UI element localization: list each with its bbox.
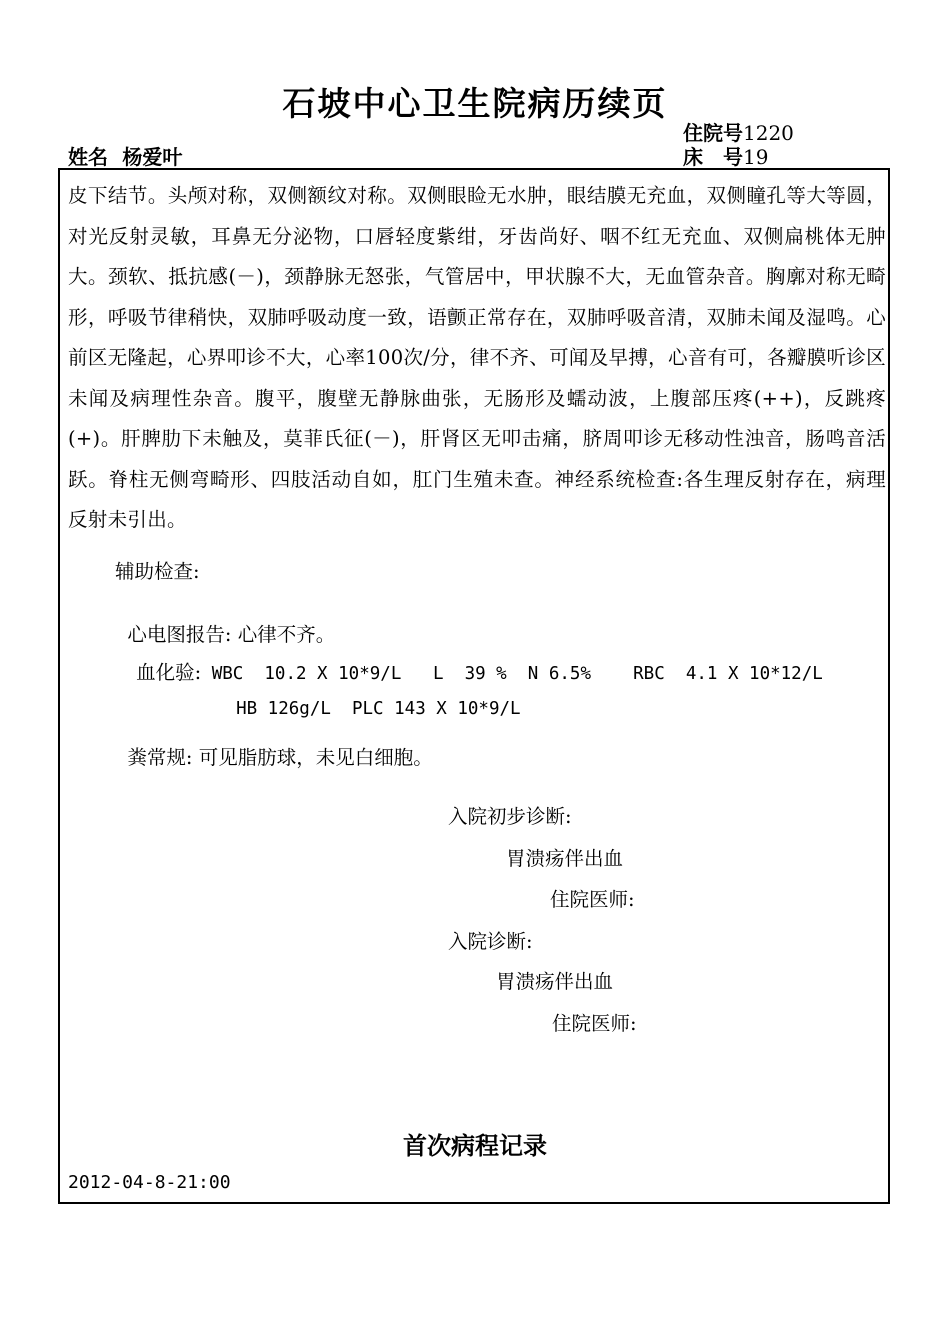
bed-number [683, 141, 768, 170]
stool-test-value: 可见脂肪球，未见白细胞。 [198, 746, 433, 769]
admission-diagnosis-label: 入院诊断: [448, 930, 533, 953]
blood-test-line-1 [115, 637, 823, 685]
ecg-label: 心电图报告: [127, 623, 232, 646]
patient-name-value: 杨爱叶 [122, 145, 183, 169]
ecg-value: 心律不齐。 [237, 623, 336, 646]
initial-diagnosis-label: 入院初步诊断: [448, 805, 572, 828]
stool-test-label: 粪常规: [127, 746, 193, 769]
bed-number-label: 床 号 [683, 145, 743, 169]
resident-doctor-label-1: 住院医师: [550, 888, 635, 911]
stool-test [115, 719, 433, 770]
blood-test-values-2: HB 126g/L PLC 143 X 10*9/L [236, 699, 521, 719]
resident-doctor-label-2: 住院医师: [552, 1012, 637, 1035]
blood-test-values-1: WBC 10.2 X 10*9/L L 39 % N 6.5% RBC 4.1 X 10*12/L [211, 664, 823, 684]
page-title: 石坡中心卫生院病历续页 [282, 84, 668, 123]
patient-name-label: 姓名 [68, 145, 108, 169]
initial-diagnosis-value: 胃溃疡伴出血 [506, 847, 624, 870]
admission-number-label: 住院号 [683, 121, 743, 145]
admission-number-value: 1220 [743, 121, 794, 145]
admission-diagnosis-value: 胃溃疡伴出血 [496, 970, 614, 993]
aux-exam-heading: 辅助检查: [115, 560, 200, 583]
record-timestamp: 2012-04-8-21:00 [68, 1172, 231, 1193]
first-course-record-title: 首次病程记录 [403, 1132, 547, 1160]
blood-test-label: 血化验: [136, 661, 202, 684]
patient-name [68, 141, 182, 170]
bed-number-value: 19 [743, 145, 769, 169]
blood-test-line-2 [215, 679, 521, 719]
physical-exam-text: 皮下结节。头颅对称，双侧额纹对称。双侧眼睑无水肿，眼结膜无充血，双侧瞳孔等大等圆，对光反射灵敏，耳鼻无分泌物，口唇轻度紫绀，牙齿尚好、咽不红无充血、双侧扁桃体无肿大。颈软、抵抗感(－)，颈静脉无怒张，气管居中，甲状腺不大，无血管杂音。胸廓对称无畸形，呼吸节律稍快，双肺呼吸动度一致，语颤正常存在，双肺呼吸音清，双肺未闻及湿鸣。心前区无隆起，心界叩诊不大，心率100次/分，律不齐、可闻及早搏，心音有可，各瓣膜听诊区未闻及病理性杂音。腹平，腹壁无静脉曲张，无肠形及蠕动波，上腹部压疼(++)，反跳疼(+)。肝脾肋下未触及，莫菲氏征(－)，肝肾区无叩击痛，脐周叩诊无移动性浊音，肠鸣音活跃。脊柱无侧弯畸形、四肢活动自如，肛门生殖未查。神经系统检查:各生理反射存在，病理反射未引出。 [68, 184, 886, 531]
